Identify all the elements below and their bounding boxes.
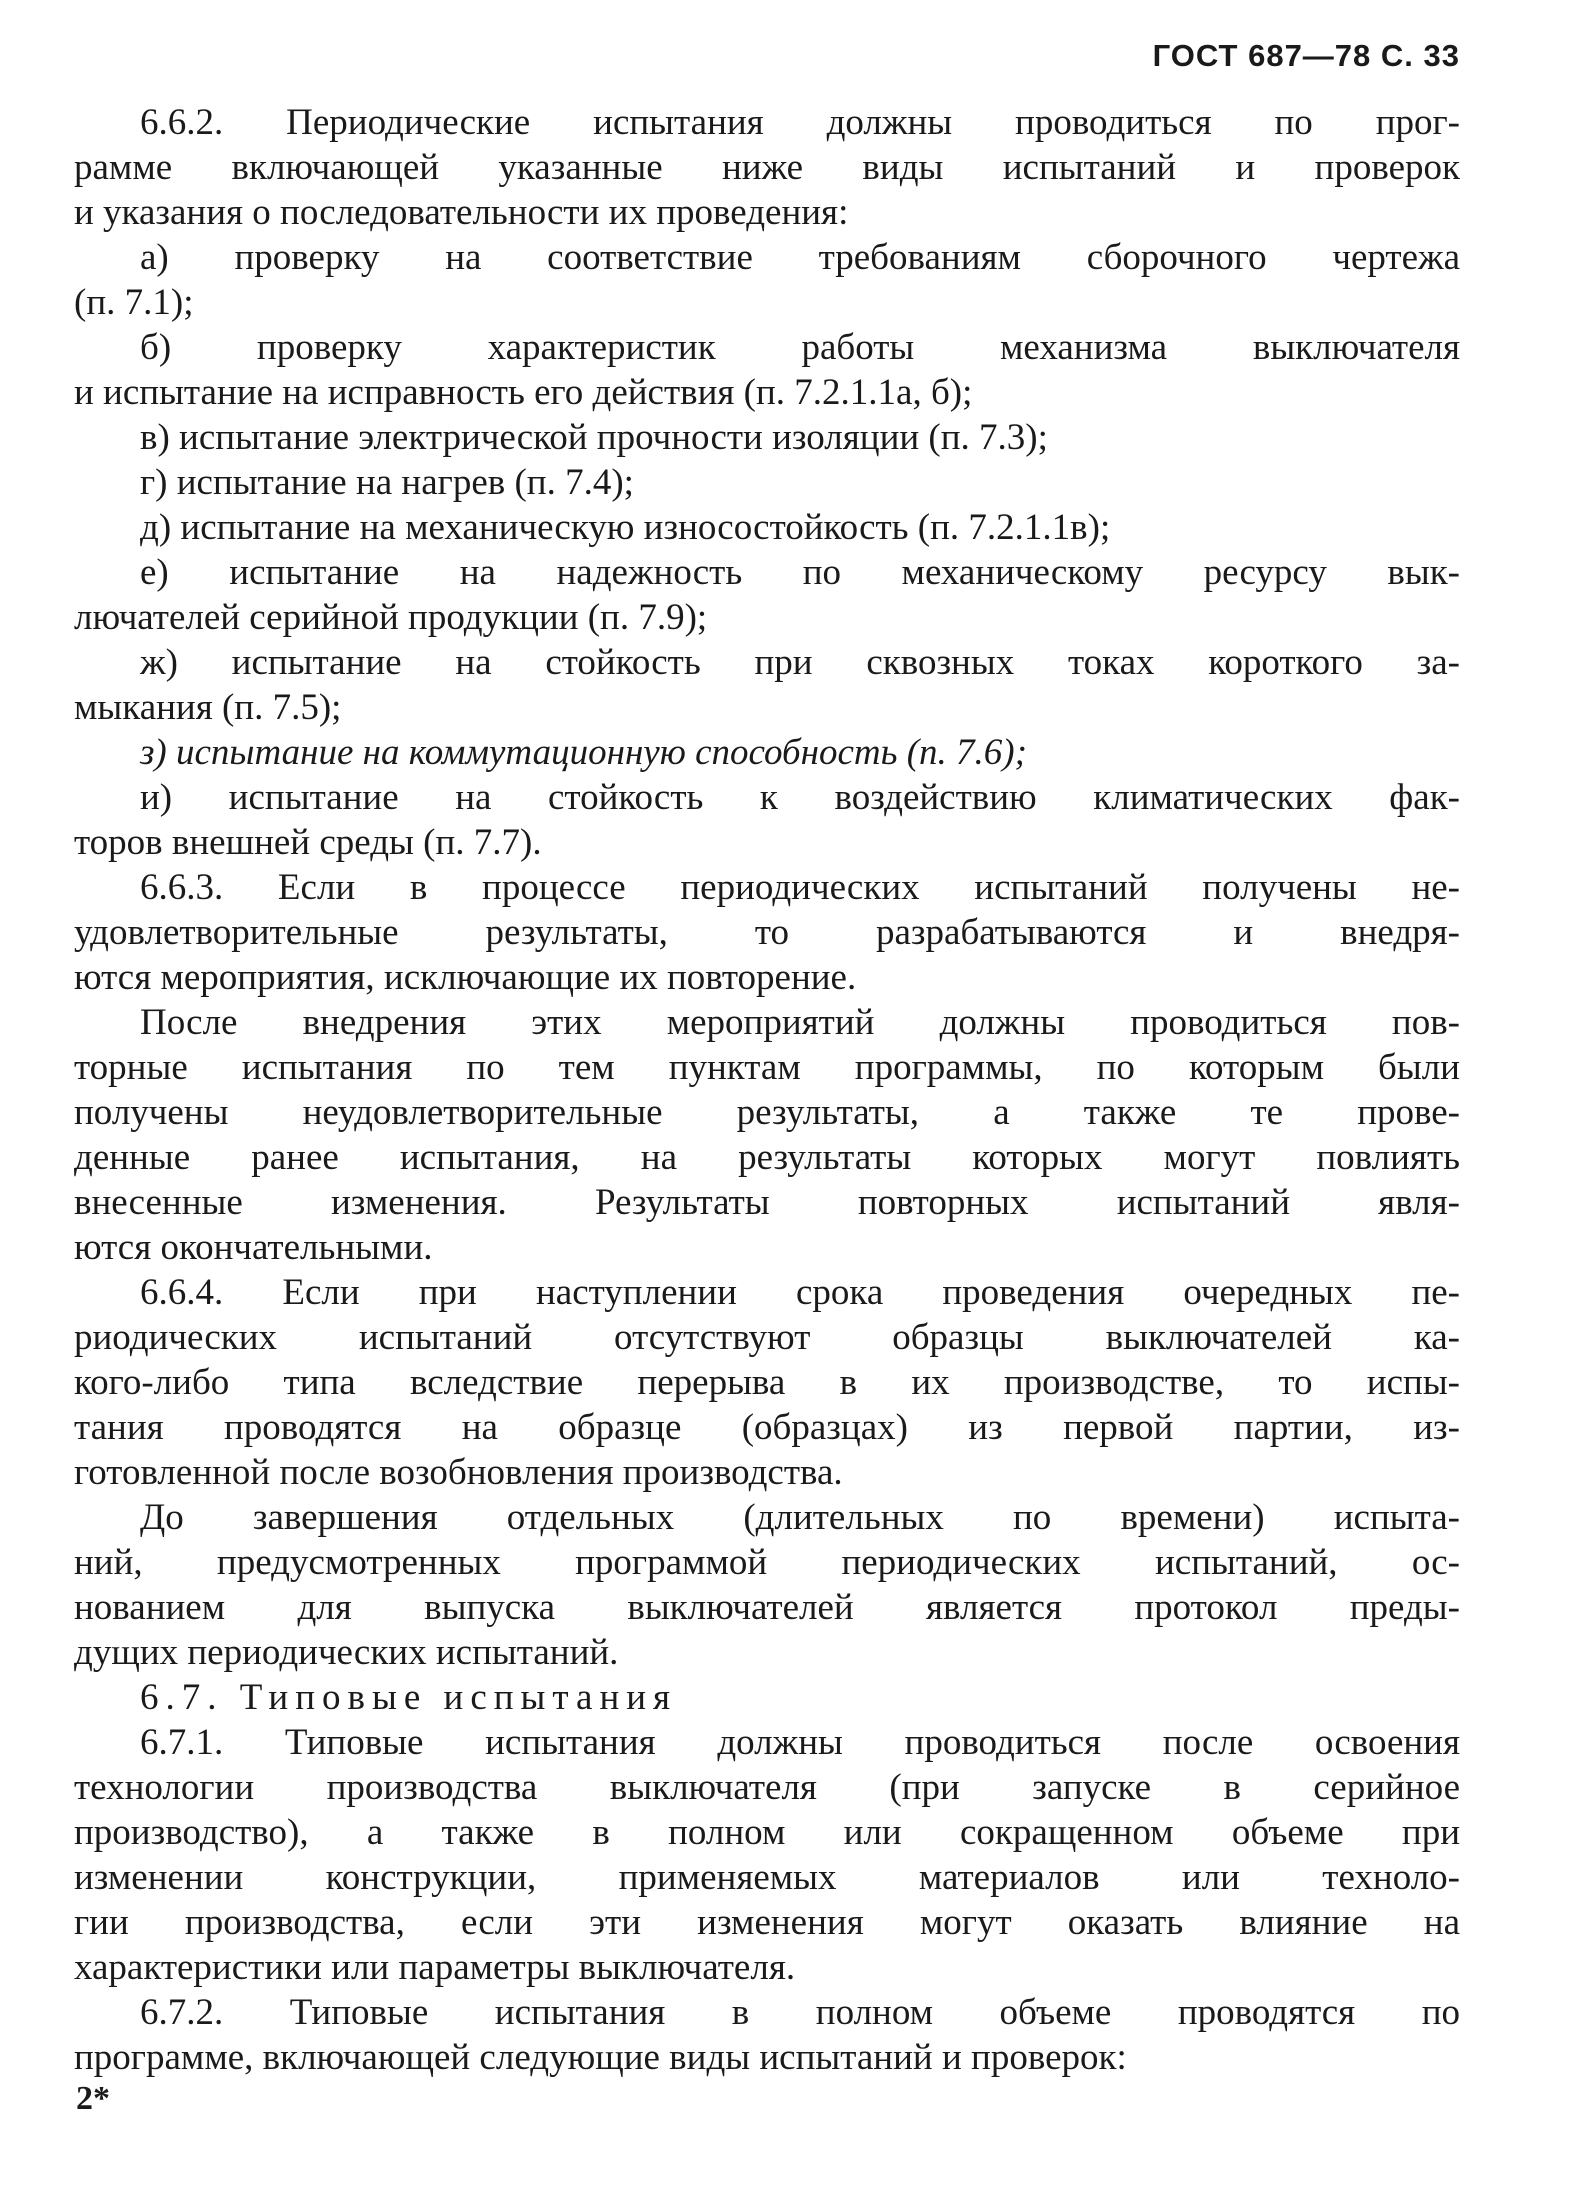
- paragraph-6-6-3: [74, 865, 1460, 1000]
- page-signature-mark: 2*: [76, 2080, 110, 2117]
- text-line: риодических испытаний отсутствуют образцы выключателей ка-: [74, 1317, 1460, 1358]
- text-line: ются мероприятия, исключающие их повторение.: [74, 957, 857, 998]
- list-item-zh: [74, 640, 1460, 730]
- text-line: лючателей серийной продукции (п. 7.9);: [74, 597, 708, 638]
- text-line: готовленной после возобновления производства.: [74, 1452, 843, 1493]
- paragraph-6-6-2: [74, 100, 1460, 235]
- list-item-z: [74, 730, 1460, 775]
- text-line: До завершения отдельных (длительных по времени) испыта-: [140, 1497, 1460, 1538]
- page-header: ГОСТ 687—78 С. 33: [1152, 38, 1460, 73]
- list-item-a: [74, 235, 1460, 325]
- document-body: [74, 100, 1460, 2080]
- heading-text: 6.7. Типовые испытания: [140, 1677, 678, 1718]
- text-line: и указания о последовательности их проведения:: [74, 192, 849, 233]
- text-line: 6.7.2. Типовые испытания в полном объеме проводятся по: [140, 1992, 1460, 2033]
- paragraph-until-completion: [74, 1495, 1460, 1675]
- text-line: технологии производства выключателя (при запуске в серийное: [74, 1767, 1460, 1808]
- text-line: удовлетворительные результаты, то разрабатываются и внедря-: [74, 912, 1460, 953]
- text-line: (п. 7.1);: [74, 282, 194, 323]
- text-line: денные ранее испытания, на результаты которых могут повлиять: [74, 1137, 1460, 1178]
- list-item-d: [74, 505, 1460, 550]
- text-line: программе, включающей следующие виды испытаний и проверок:: [74, 2037, 1127, 2078]
- text-line: рамме включающей указанные ниже виды испытаний и проверок: [74, 147, 1460, 188]
- text-line: изменении конструкции, применяемых материалов или техноло-: [74, 1857, 1460, 1898]
- text-line: торов внешней среды (п. 7.7).: [74, 822, 542, 863]
- text-line: внесенные изменения. Результаты повторных испытаний явля-: [74, 1182, 1460, 1223]
- list-item-g: [74, 460, 1460, 505]
- paragraph-repeat-tests: [74, 1000, 1460, 1270]
- paragraph-6-6-4: [74, 1270, 1460, 1495]
- text-line: гии производства, если эти изменения могут оказать влияние на: [74, 1902, 1460, 1943]
- text-line: мыкания (п. 7.5);: [74, 687, 342, 728]
- text-line: характеристики или параметры выключателя.: [74, 1947, 796, 1988]
- text-line: б) проверку характеристик работы механизма выключателя: [140, 327, 1460, 368]
- text-line: тания проводятся на образце (образцах) из первой партии, из-: [74, 1407, 1460, 1448]
- text-line: ж) испытание на стойкость при сквозных токах короткого за-: [140, 642, 1460, 683]
- list-item-i: [74, 775, 1460, 865]
- text-line: в) испытание электрической прочности изоляции (п. 7.3);: [140, 417, 1048, 458]
- text-line: 6.6.3. Если в процессе периодических испытаний получены не-: [140, 867, 1460, 908]
- text-line: е) испытание на надежность по механическому ресурсу вык-: [140, 552, 1460, 593]
- text-line: г) испытание на нагрев (п. 7.4);: [140, 462, 634, 503]
- text-line: производство), а также в полном или сокращенном объеме при: [74, 1812, 1460, 1853]
- text-line: 6.6.4. Если при наступлении срока проведения очередных пе-: [140, 1272, 1460, 1313]
- text-line: з) испытание на коммутационную способность (п. 7.6);: [140, 732, 1027, 773]
- text-line: получены неудовлетворительные результаты, а также те прове-: [74, 1092, 1460, 1133]
- text-line: ний, предусмотренных программой периодических испытаний, ос-: [74, 1542, 1460, 1583]
- text-line: нованием для выпуска выключателей является протокол преды-: [74, 1587, 1460, 1628]
- text-line: и испытание на исправность его действия (п. 7.2.1.1а, б);: [74, 372, 973, 413]
- text-line: и) испытание на стойкость к воздействию климатических фак-: [140, 777, 1460, 818]
- text-line: После внедрения этих мероприятий должны проводиться пов-: [140, 1002, 1460, 1043]
- paragraph-6-7-1: [74, 1720, 1460, 1990]
- list-item-b: [74, 325, 1460, 415]
- text-line: кого-либо типа вследствие перерыва в их производстве, то испы-: [74, 1362, 1460, 1403]
- text-line: 6.7.1. Типовые испытания должны проводиться после освоения: [140, 1722, 1460, 1763]
- paragraph-6-7-2: [74, 1990, 1460, 2080]
- text-line: а) проверку на соответствие требованиям сборочного чертежа: [140, 237, 1460, 278]
- text-line: 6.6.2. Периодические испытания должны проводиться по прог-: [140, 102, 1460, 143]
- text-line: дущих периодических испытаний.: [74, 1632, 619, 1673]
- text-line: ются окончательными.: [74, 1227, 433, 1268]
- section-heading-6-7: [74, 1675, 1460, 1720]
- list-item-v: [74, 415, 1460, 460]
- list-item-e: [74, 550, 1460, 640]
- text-line: торные испытания по тем пунктам программы, по которым были: [74, 1047, 1460, 1088]
- text-line: д) испытание на механическую износостойкость (п. 7.2.1.1в);: [140, 507, 1111, 548]
